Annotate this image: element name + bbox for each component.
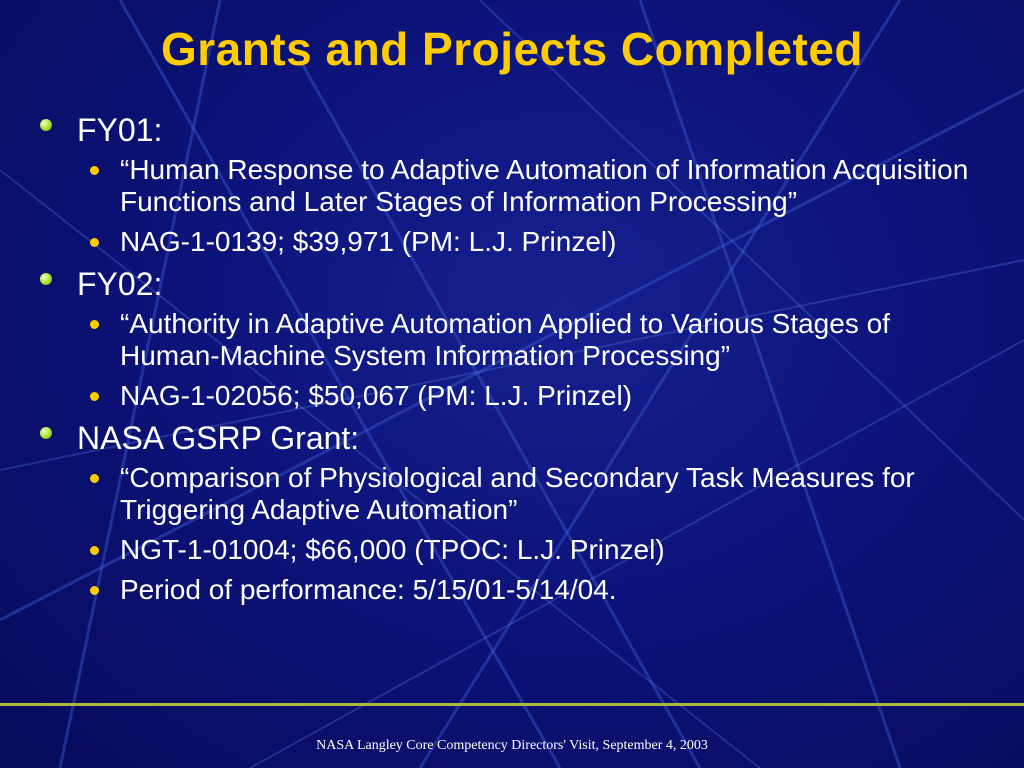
green-bullet-icon: [40, 273, 52, 285]
section-fy02-items: [36, 308, 996, 412]
period-of-performance: Period of performance: 5/15/01-5/14/04.: [120, 574, 617, 605]
yellow-bullet-icon: [90, 392, 99, 401]
list-item: [36, 226, 996, 258]
grant-number: NAG-1-02056; $50,067 (PM: L.J. Prinzel): [120, 380, 633, 411]
section-nasa-gsrp-items: [36, 462, 996, 606]
section-label: NASA GSRP Grant:: [77, 420, 360, 456]
yellow-bullet-icon: [90, 320, 99, 329]
bullet-content: [36, 112, 996, 614]
list-item: [36, 308, 996, 372]
green-bullet-icon: [40, 119, 52, 131]
slide-title: Grants and Projects Completed: [160, 23, 864, 75]
list-item: [36, 380, 996, 412]
section-fy01: [36, 112, 996, 148]
section-label: FY02:: [77, 266, 163, 302]
yellow-bullet-icon: [90, 166, 99, 175]
section-fy02: [36, 266, 996, 302]
green-bullet-icon: [40, 427, 52, 439]
section-fy01-items: [36, 154, 996, 258]
slide-footer: NASA Langley Core Competency Directors' Visit, September 4, 2003: [316, 738, 708, 753]
section-label: FY01:: [77, 112, 163, 148]
yellow-bullet-icon: [90, 586, 99, 595]
grant-number: NGT-1-01004; $66,000 (TPOC: L.J. Prinzel): [120, 534, 665, 565]
footer-divider: [0, 703, 1024, 706]
yellow-bullet-icon: [90, 474, 99, 483]
project-title: “Human Response to Adaptive Automation of Information Acquisition Functions and Later Stages of Information Processing”: [120, 154, 969, 217]
project-title: “Authority in Adaptive Automation Applied to Various Stages of Human-Machine System Information Processing”: [120, 308, 890, 371]
list-item: [36, 534, 996, 566]
yellow-bullet-icon: [90, 546, 99, 555]
project-title: “Comparison of Physiological and Secondary Task Measures for Triggering Adaptive Automation”: [120, 462, 915, 525]
yellow-bullet-icon: [90, 238, 99, 247]
list-item: [36, 574, 996, 606]
section-nasa-gsrp: [36, 420, 996, 456]
grant-number: NAG-1-0139; $39,971 (PM: L.J. Prinzel): [120, 226, 617, 257]
list-item: [36, 462, 996, 526]
list-item: [36, 154, 996, 218]
